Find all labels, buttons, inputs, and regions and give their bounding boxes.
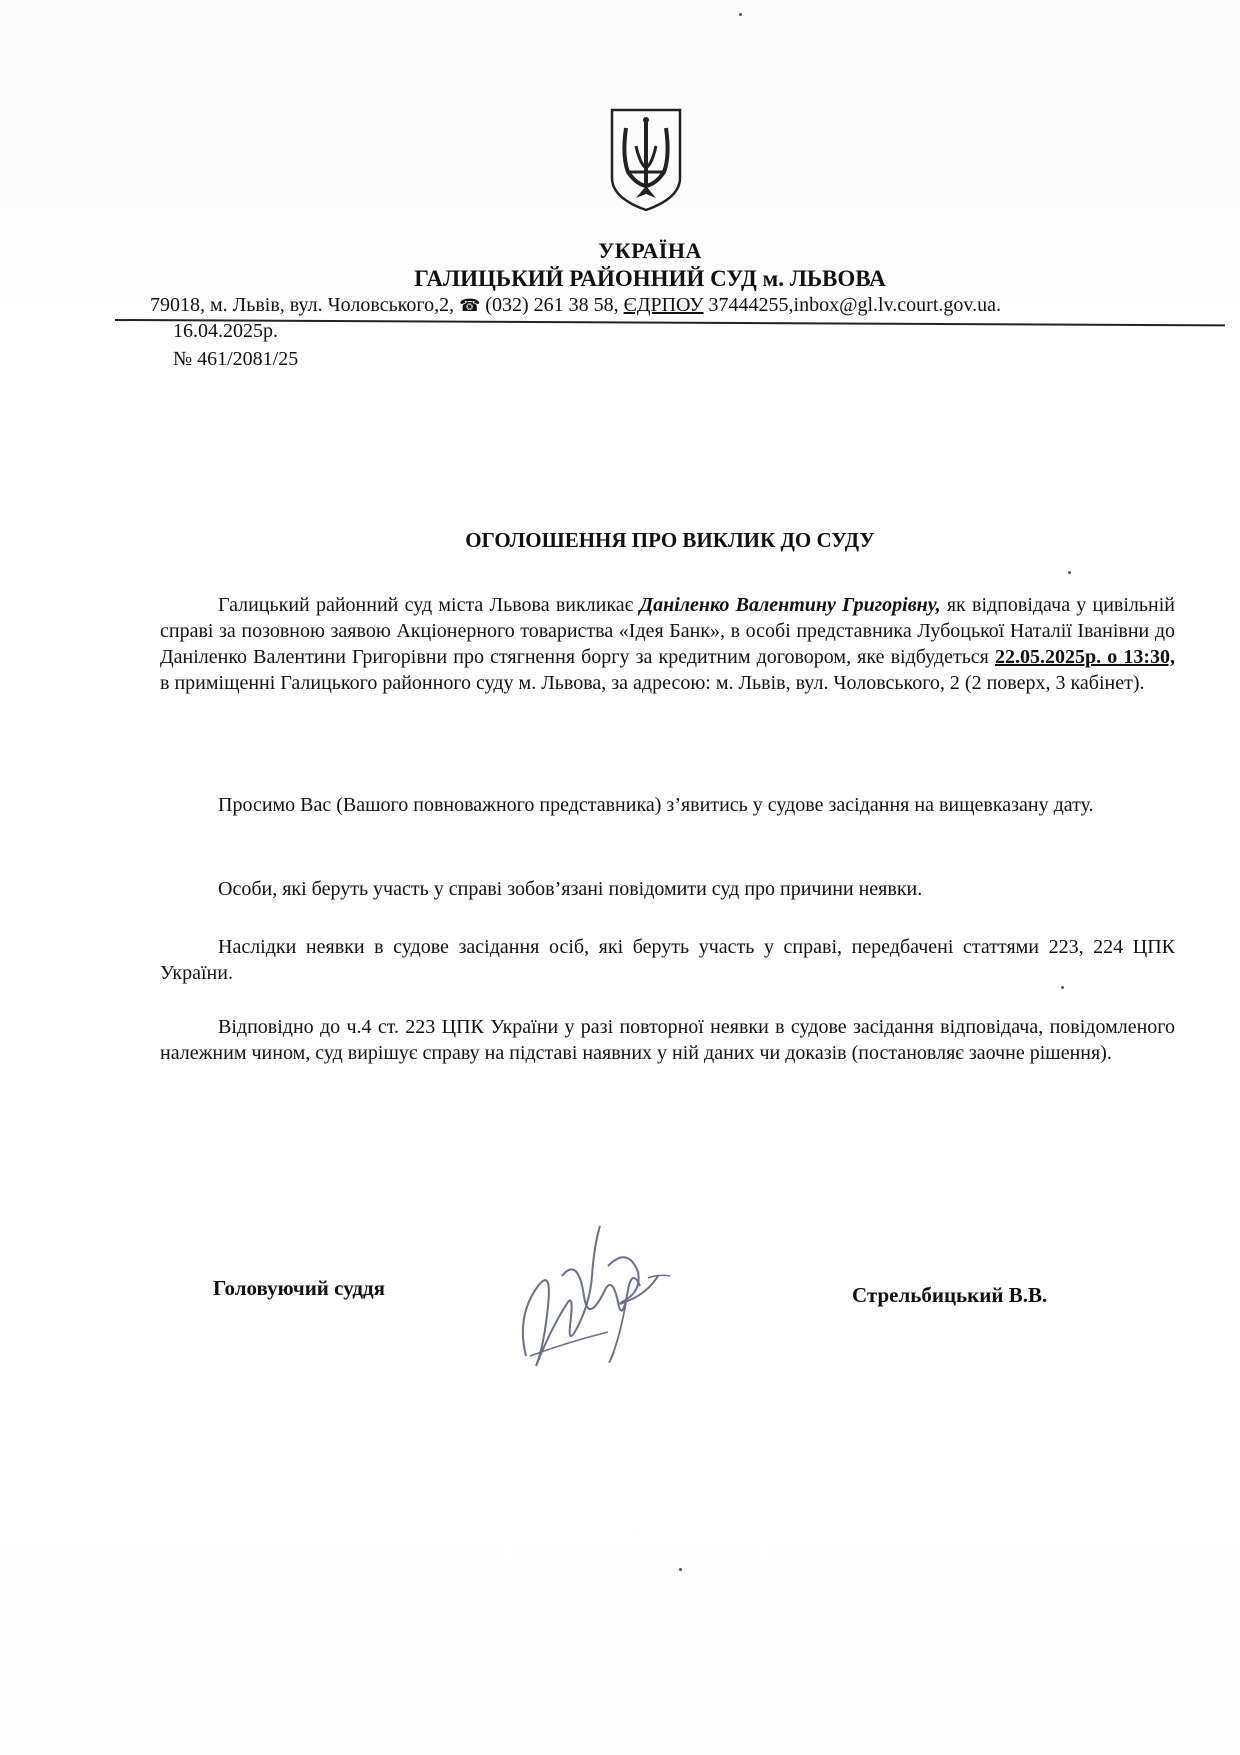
court-address: 79018, м. Львів, вул. Чоловського,2, [150, 294, 455, 316]
phone-icon: ☎ [459, 296, 481, 315]
p1-mid: як відповідача у цивільній справі за позовною заявою Акціонерного товариства «Ідея Банк», в особі представника Лубоцької Наталії Іванівни до Даніленко Валентини Григорівни про стягнення боргу за кредитним договором, яке відбудеться [160, 594, 1175, 668]
court-phone: (032) 261 38 58, [485, 294, 619, 316]
notification-duty-paragraph: Особи, які беруть участь у справі зобов’язані повідомити суд про причини неявки. [218, 878, 923, 900]
defendant-name: Даніленко Валентину Григорівну, [639, 594, 941, 616]
summons-paragraph [160, 592, 1175, 696]
court-name-heading: ГАЛИЦЬКИЙ РАЙОННИЙ СУД м. ЛЬВОВА [414, 266, 886, 291]
court-address-line [150, 294, 1230, 317]
document-date: 16.04.2025р. [173, 320, 278, 342]
scan-speck [739, 13, 742, 16]
country-heading: УКРАЇНА [598, 238, 702, 263]
scan-speck [1068, 571, 1071, 574]
document-title: ОГОЛОШЕННЯ ПРО ВИКЛИК ДО СУДУ [465, 528, 875, 552]
case-number: № 461/2081/25 [173, 348, 299, 370]
judge-signature [508, 1206, 678, 1391]
p1-start: Галицький районний суд міста Львова викликає [218, 594, 640, 616]
trident-emblem-icon [606, 106, 686, 214]
edrpou-label: ЄДРПОУ [623, 294, 704, 316]
presiding-judge-name: Стрельбицький В.В. [852, 1283, 1048, 1307]
presiding-judge-label: Головуючий суддя [213, 1276, 385, 1300]
appearance-request-paragraph: Просимо Вас (Вашого повноважного представника) з’явитись у судове засідання на вищевказану дату. [218, 794, 1094, 816]
edrpou-email: 37444255,inbox@gl.lv.court.gov.ua. [708, 294, 1001, 316]
header-divider [115, 319, 1225, 326]
consequences-paragraph: Наслідки неявки в судове засідання осіб, які беруть участь у справі, передбачені статтями 223, 224 ЦПК України. [160, 936, 1175, 984]
p1-end: в приміщенні Галицького районного суду м. Львова, за адресою: м. Львів, вул. Чоловського, 2 (2 поверх, 3 кабінет). [160, 672, 1145, 694]
hearing-datetime: 22.05.2025р. о 13:30, [995, 646, 1175, 668]
scan-speck [679, 1568, 682, 1571]
scan-speck [1061, 986, 1064, 989]
default-judgment-paragraph: Відповідно до ч.4 ст. 223 ЦПК України у разі повторної неявки в судове засідання відповідача, повідомленого належним чином, суд вирішує справу на підставі наявних у ній даних чи доказів (постановляє заочне рішення). [160, 1016, 1175, 1064]
